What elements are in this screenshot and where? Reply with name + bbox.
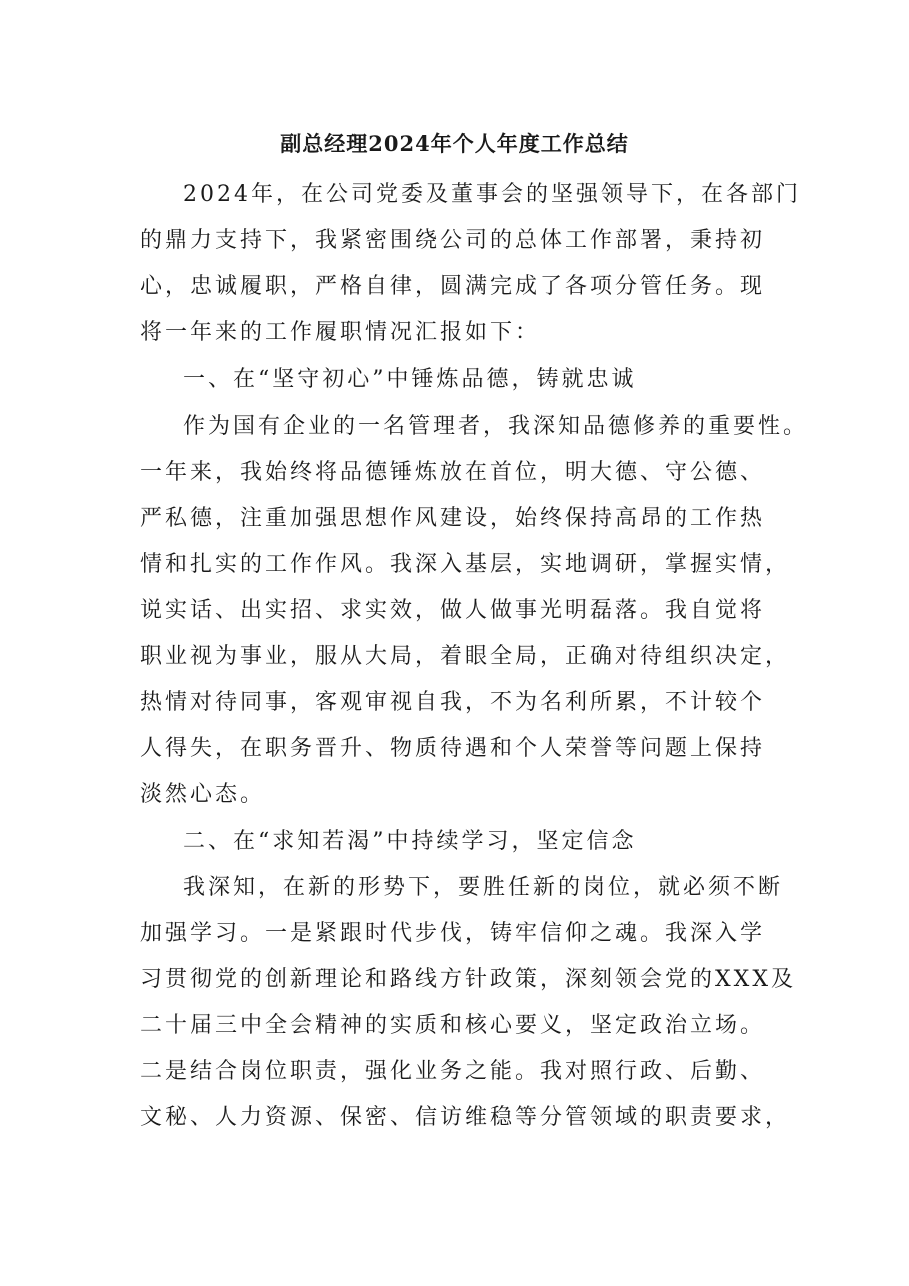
document-title: 副总经理2024年个人年度工作总结	[280, 131, 629, 156]
paragraph-2-line-4: 情和扎实的工作作风。我深入基层，实地调研，掌握实情，	[140, 552, 791, 577]
paragraph-1-line-3: 心，忠诚履职，严格自律，圆满完成了各项分管任务。现	[140, 274, 766, 299]
paragraph-3-line-2: 加强学习。一是紧跟时代步伐，铸牢信仰之魂。我深入学	[140, 921, 766, 946]
paragraph-3-line-3: 习贯彻党的创新理论和路线方针政策，深刻领会党的XXX及	[140, 967, 796, 992]
section-heading-1: 一、在“坚守初心”中锤炼品德，铸就忠诚	[183, 367, 637, 392]
paragraph-2-line-2: 一年来，我始终将品德锤炼放在首位，明大德、守公德、	[140, 460, 766, 485]
paragraph-2-line-8: 人得失，在职务晋升、物质待遇和个人荣誉等问题上保持	[140, 736, 766, 761]
paragraph-3-line-4: 二十届三中全会精神的实质和核心要义，坚定政治立场。	[140, 1013, 766, 1038]
paragraph-2-line-5: 说实话、出实招、求实效，做人做事光明磊落。我自觉将	[140, 598, 766, 623]
section-heading-2: 二、在“求知若渴”中持续学习，坚定信念	[183, 829, 637, 854]
paragraph-3-line-5: 二是结合岗位职责，强化业务之能。我对照行政、后勤、	[140, 1059, 766, 1084]
paragraph-3-line-1: 我深知，在新的形势下，要胜任新的岗位，就必须不断	[183, 875, 784, 900]
paragraph-2-line-9: 淡然心态。	[140, 782, 266, 807]
paragraph-2-line-6: 职业视为事业，服从大局，着眼全局，正确对待组织决定，	[140, 644, 791, 669]
paragraph-2-line-1: 作为国有企业的一名管理者，我深知品德修养的重要性。	[183, 414, 809, 439]
paragraph-1-line-1: 2024年，在公司党委及董事会的坚强领导下，在各部门	[183, 182, 801, 207]
paragraph-3-line-6: 文秘、人力资源、保密、信访维稳等分管领域的职责要求，	[140, 1105, 791, 1130]
paragraph-1-line-4: 将一年来的工作履职情况汇报如下：	[140, 320, 541, 345]
paragraph-1-line-2: 的鼎力支持下，我紧密围绕公司的总体工作部署，秉持初	[140, 228, 766, 253]
paragraph-2-line-3: 严私德，注重加强思想作风建设，始终保持高昂的工作热	[140, 506, 766, 531]
paragraph-2-line-7: 热情对待同事，客观审视自我，不为名利所累，不计较个	[140, 690, 766, 715]
